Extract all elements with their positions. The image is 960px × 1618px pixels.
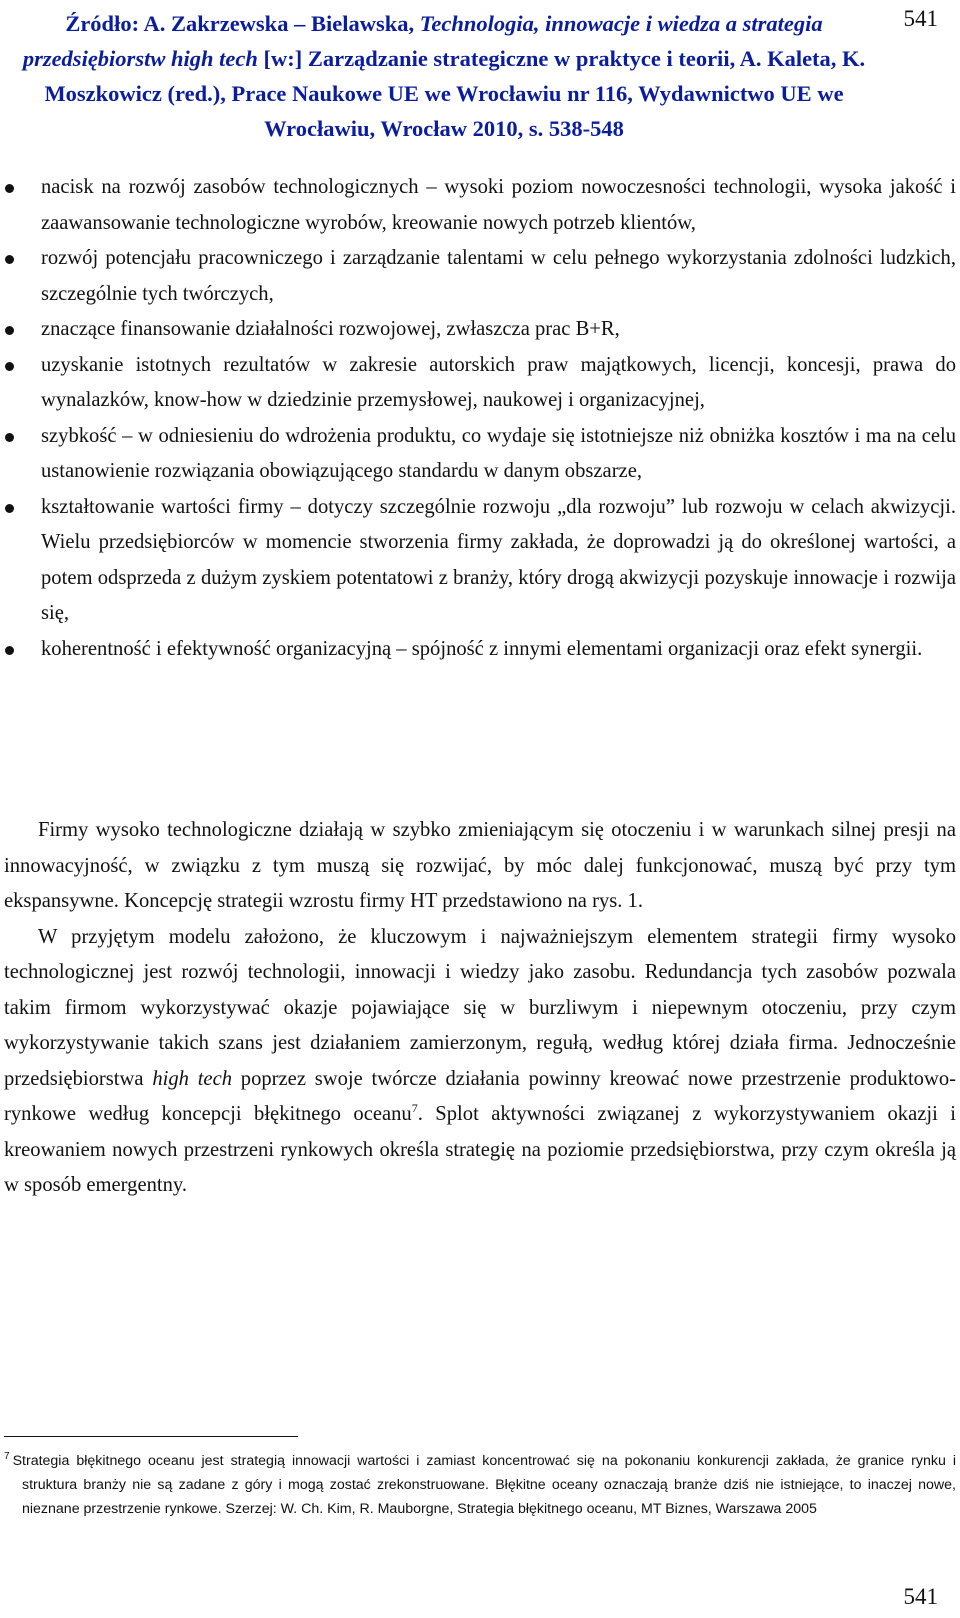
footnote bbox=[4, 1449, 956, 1521]
paragraph-model-part-3: . Splot aktywności związanej z wykorzystywaniem okazji i kreowaniem nowych przestrzeni rynkowych określa strategię na poziomie przedsiębiorstwa, przy czym określa ją w sposób emergentny. bbox=[4, 1103, 956, 1196]
footnote-marker: 7 bbox=[4, 1451, 10, 1462]
bullet-dot-icon bbox=[5, 504, 14, 513]
bullet-dot-icon bbox=[5, 326, 14, 335]
page-number-bottom: 541 bbox=[903, 1584, 938, 1609]
bullet-text: koherentność i efektywność organizacyjną – spójność z innymi elementami organizacji oraz efekt synergii. bbox=[41, 637, 923, 660]
bullet-item bbox=[0, 312, 960, 348]
source-citation-header bbox=[4, 6, 884, 146]
bullet-dot-icon bbox=[5, 255, 14, 264]
page-number-top: 541 bbox=[903, 6, 938, 31]
main-text bbox=[0, 813, 960, 1204]
bullet-item bbox=[0, 419, 960, 490]
bullet-dot-icon bbox=[5, 184, 14, 193]
bullet-dot-icon bbox=[5, 433, 14, 442]
header-part-2: [w:] Zarządzanie strategiczne w praktyce i teorii, A. Kaleta, K. Moszkowicz (red.), Prace Naukowe UE we Wrocławiu nr 116, Wydawnictwo UE we Wrocławiu, Wrocław 2010, s. 538-548 bbox=[44, 46, 866, 141]
paragraph-model bbox=[0, 920, 960, 1204]
footnote-reference[interactable]: 7 bbox=[411, 1101, 418, 1115]
paragraph-growth-strategy: Firmy wysoko technologiczne działają w szybko zmieniającym się otoczeniu i w warunkach silnej presji na innowacyjność, w związku z tym muszą się rozwijać, by móc dalej funkcjonować, muszą być przy tym ekspansywne. Koncepcję strategii wzrostu firmy HT przedstawiono na rys. 1. bbox=[4, 819, 956, 912]
paragraph-model-part-1: W przyjętym modelu założono, że kluczowym i najważniejszym elementem strategii firmy wysoko technologicznej jest rozwój technologii, innowacji i wiedzy jako zasobu. Redundancja tych zasobów pozwala takim firmom wykorzystywać okazje pojawiające się w burzliwym i niepewnym otoczeniu, przy czym wykorzystywanie takich szans jest działaniem zamierzonym, regułą, według której działa firma. Jednocześnie przedsiębiorstwa bbox=[4, 925, 956, 1090]
bullet-text: kształtowanie wartości firmy – dotyczy szczególnie rozwoju „dla rozwoju” lub rozwoju w celach akwizycji. Wielu przedsiębiorców w momencie stworzenia firmy zakłada, że doprowadzi ją do określonej wartości, a potem odsprzeda z dużym zyskiem potentatowi z branży, który drogą akwizycji pozyskuje innowacje i rozwija się, bbox=[41, 495, 956, 624]
bullet-text: uzyskanie istotnych rezultatów w zakresie autorskich praw majątkowych, licencji, koncesji, prawa do wynalazków, know-how w dziedzinie przemysłowej, naukowej i organizacyjnej, bbox=[41, 353, 956, 411]
bullet-item bbox=[0, 632, 960, 668]
bullet-item bbox=[0, 241, 960, 312]
footnote-text: Strategia błękitnego oceanu jest strategią innowacji wartości i zamiast koncentrować się na pokonaniu konkurencji zakłada, że granice rynku i struktura branży nie są zadane z góry i mogą zostać zrekonstruowane. Błękitne oceany oznaczają branże dziś nie istniejące, to inaczej nowe, nieznane przestrzenie rynkowe. Szerzej: W. Ch. Kim, R. Mauborgne, Strategia błękitnego oceanu, MT Biznes, Warszawa 2005 bbox=[12, 1453, 956, 1517]
header-part-1: Źródło: A. Zakrzewska – Bielawska, bbox=[65, 11, 420, 36]
bullet-list bbox=[0, 170, 960, 667]
header-title-italic: Technologia, innowacje i wiedza a strategia przedsiębiorstw high tech bbox=[22, 11, 823, 71]
footnote-divider bbox=[4, 1436, 298, 1437]
bullet-item bbox=[0, 348, 960, 419]
bullet-item bbox=[0, 490, 960, 632]
bullet-item bbox=[0, 170, 960, 241]
footnote-body bbox=[4, 1449, 956, 1521]
bullet-text: szybkość – w odniesieniu do wdrożenia produktu, co wydaje się istotniejsze niż obniżka kosztów i ma na celu ustanowienie rozwiązania obowiązującego standardu w danym obszarze, bbox=[41, 424, 956, 482]
bullet-dot-icon bbox=[5, 362, 14, 371]
bullet-dot-icon bbox=[5, 646, 14, 655]
paragraph-model-italic: high tech bbox=[152, 1067, 233, 1090]
bullet-text: rozwój potencjału pracowniczego i zarządzanie talentami w celu pełnego wykorzystania zdolności ludzkich, szczególnie tych twórczych, bbox=[41, 247, 956, 305]
bullet-text: znaczące finansowanie działalności rozwojowej, zwłaszcza prac B+R, bbox=[41, 318, 620, 340]
bullet-text: nacisk na rozwój zasobów technologicznych – wysoki poziom nowoczesności technologii, wysoka jakość i zaawansowanie technologiczne wyrobów, kreowanie nowych potrzeb klientów, bbox=[41, 176, 956, 234]
paragraph-model-part-2: poprzez swoje twórcze działania powinny kreować nowe przestrzenie produktowo-rynkowe według koncepcji błękitnego oceanu bbox=[4, 1067, 956, 1125]
